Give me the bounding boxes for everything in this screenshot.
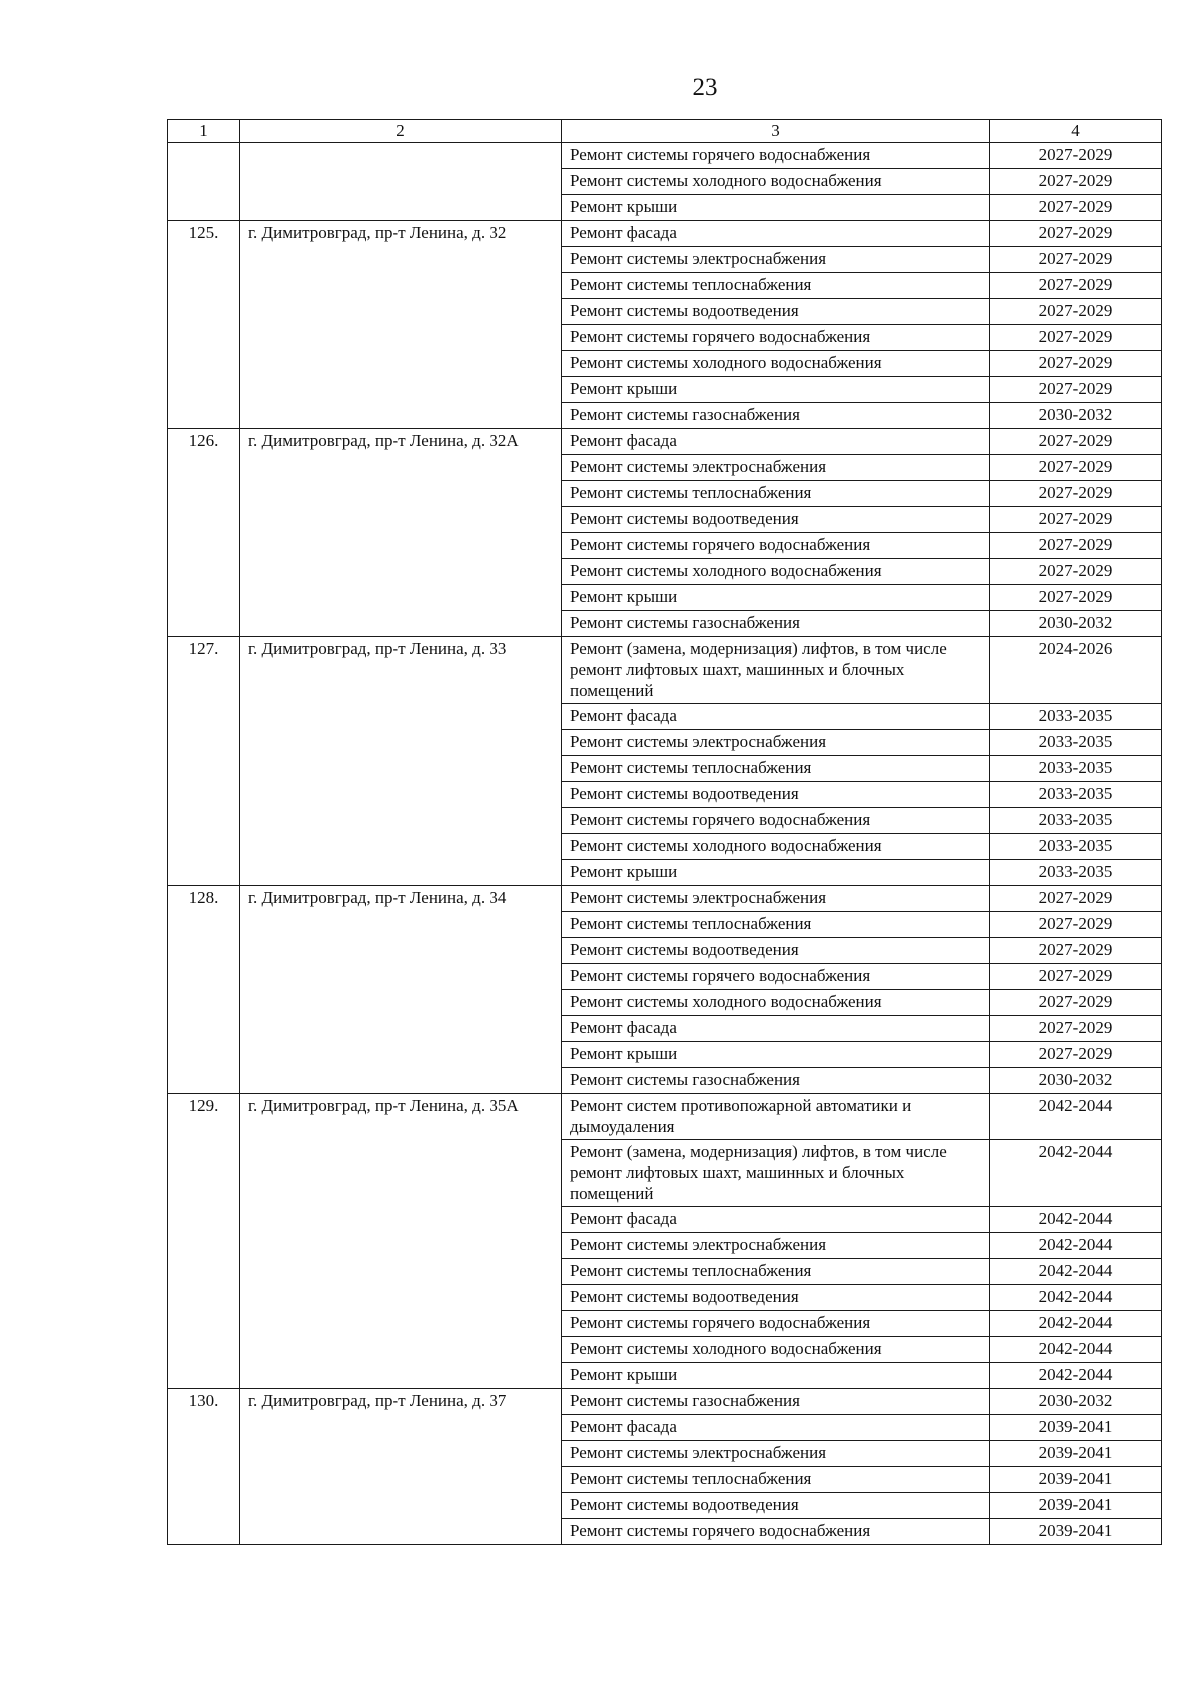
building-address: г. Димитровград, пр-т Ленина, д. 37 <box>240 1389 562 1545</box>
planned-years: 2027-2029 <box>990 169 1162 195</box>
planned-years: 2033-2035 <box>990 808 1162 834</box>
work-type: Ремонт системы горячего водоснабжения <box>562 325 990 351</box>
work-type: Ремонт (замена, модернизация) лифтов, в том числе ремонт лифтовых шахт, машинных и блочных помещений <box>562 1140 990 1207</box>
work-type: Ремонт системы газоснабжения <box>562 1389 990 1415</box>
planned-years: 2027-2029 <box>990 143 1162 169</box>
planned-years: 2042-2044 <box>990 1233 1162 1259</box>
table-row <box>168 637 1162 704</box>
planned-years: 2030-2032 <box>990 1068 1162 1094</box>
building-address <box>240 143 562 221</box>
planned-years: 2042-2044 <box>990 1259 1162 1285</box>
work-type: Ремонт системы холодного водоснабжения <box>562 990 990 1016</box>
planned-years: 2030-2032 <box>990 611 1162 637</box>
planned-years: 2027-2029 <box>990 247 1162 273</box>
work-type: Ремонт системы горячего водоснабжения <box>562 533 990 559</box>
work-type: Ремонт системы электроснабжения <box>562 730 990 756</box>
work-type: Ремонт крыши <box>562 195 990 221</box>
work-type: Ремонт крыши <box>562 860 990 886</box>
planned-years: 2042-2044 <box>990 1363 1162 1389</box>
work-type: Ремонт системы водоотведения <box>562 782 990 808</box>
work-type: Ремонт системы водоотведения <box>562 299 990 325</box>
header-cell-address: 2 <box>240 120 562 143</box>
planned-years: 2033-2035 <box>990 834 1162 860</box>
work-type: Ремонт системы теплоснабжения <box>562 481 990 507</box>
row-number: 128. <box>168 886 240 1094</box>
planned-years: 2027-2029 <box>990 429 1162 455</box>
planned-years: 2030-2032 <box>990 403 1162 429</box>
work-type: Ремонт фасада <box>562 1016 990 1042</box>
work-type: Ремонт системы электроснабжения <box>562 455 990 481</box>
planned-years: 2027-2029 <box>990 533 1162 559</box>
header-cell-number: 1 <box>168 120 240 143</box>
planned-years: 2024-2026 <box>990 637 1162 704</box>
planned-years: 2027-2029 <box>990 912 1162 938</box>
planned-years: 2033-2035 <box>990 782 1162 808</box>
planned-years: 2030-2032 <box>990 1389 1162 1415</box>
repair-schedule-table <box>167 119 1162 1545</box>
planned-years: 2027-2029 <box>990 1042 1162 1068</box>
work-type: Ремонт крыши <box>562 1363 990 1389</box>
work-type: Ремонт системы водоотведения <box>562 1285 990 1311</box>
row-number: 126. <box>168 429 240 637</box>
work-type: Ремонт крыши <box>562 377 990 403</box>
work-type: Ремонт системы горячего водоснабжения <box>562 1311 990 1337</box>
table-row <box>168 886 1162 912</box>
work-type: Ремонт системы водоотведения <box>562 507 990 533</box>
work-type: Ремонт системы горячего водоснабжения <box>562 808 990 834</box>
planned-years: 2033-2035 <box>990 860 1162 886</box>
planned-years: 2027-2029 <box>990 886 1162 912</box>
planned-years: 2039-2041 <box>990 1441 1162 1467</box>
row-number: 130. <box>168 1389 240 1545</box>
planned-years: 2027-2029 <box>990 481 1162 507</box>
work-type: Ремонт фасада <box>562 704 990 730</box>
work-type: Ремонт системы газоснабжения <box>562 403 990 429</box>
row-number: 129. <box>168 1094 240 1389</box>
planned-years: 2027-2029 <box>990 299 1162 325</box>
building-address: г. Димитровград, пр-т Ленина, д. 33 <box>240 637 562 886</box>
work-type: Ремонт системы горячего водоснабжения <box>562 143 990 169</box>
page-number: 23 <box>692 74 718 101</box>
work-type: Ремонт системы водоотведения <box>562 1493 990 1519</box>
work-type: Ремонт фасада <box>562 1207 990 1233</box>
table-row <box>168 143 1162 169</box>
row-number: 127. <box>168 637 240 886</box>
planned-years: 2039-2041 <box>990 1415 1162 1441</box>
work-type: Ремонт системы холодного водоснабжения <box>562 169 990 195</box>
planned-years: 2027-2029 <box>990 507 1162 533</box>
planned-years: 2033-2035 <box>990 730 1162 756</box>
planned-years: 2042-2044 <box>990 1285 1162 1311</box>
work-type: Ремонт систем противопожарной автоматики и дымоудаления <box>562 1094 990 1140</box>
planned-years: 2027-2029 <box>990 273 1162 299</box>
planned-years: 2027-2029 <box>990 195 1162 221</box>
planned-years: 2027-2029 <box>990 938 1162 964</box>
work-type: Ремонт системы теплоснабжения <box>562 1467 990 1493</box>
work-type: Ремонт системы холодного водоснабжения <box>562 559 990 585</box>
planned-years: 2027-2029 <box>990 455 1162 481</box>
planned-years: 2027-2029 <box>990 559 1162 585</box>
work-type: Ремонт фасада <box>562 221 990 247</box>
planned-years: 2027-2029 <box>990 325 1162 351</box>
work-type: Ремонт системы холодного водоснабжения <box>562 834 990 860</box>
work-type: Ремонт системы горячего водоснабжения <box>562 1519 990 1545</box>
planned-years: 2027-2029 <box>990 964 1162 990</box>
header-row <box>168 120 1162 143</box>
row-number: 125. <box>168 221 240 429</box>
work-type: Ремонт системы электроснабжения <box>562 1233 990 1259</box>
header-cell-work: 3 <box>562 120 990 143</box>
planned-years: 2027-2029 <box>990 585 1162 611</box>
work-type: Ремонт системы теплоснабжения <box>562 273 990 299</box>
planned-years: 2033-2035 <box>990 756 1162 782</box>
planned-years: 2039-2041 <box>990 1519 1162 1545</box>
planned-years: 2027-2029 <box>990 990 1162 1016</box>
planned-years: 2033-2035 <box>990 704 1162 730</box>
row-number <box>168 143 240 221</box>
work-type: Ремонт системы горячего водоснабжения <box>562 964 990 990</box>
planned-years: 2027-2029 <box>990 377 1162 403</box>
work-type: Ремонт крыши <box>562 1042 990 1068</box>
work-type: Ремонт системы холодного водоснабжения <box>562 351 990 377</box>
planned-years: 2027-2029 <box>990 221 1162 247</box>
planned-years: 2042-2044 <box>990 1140 1162 1207</box>
planned-years: 2042-2044 <box>990 1337 1162 1363</box>
building-address: г. Димитровград, пр-т Ленина, д. 35А <box>240 1094 562 1389</box>
planned-years: 2042-2044 <box>990 1094 1162 1140</box>
building-address: г. Димитровград, пр-т Ленина, д. 34 <box>240 886 562 1094</box>
table-row <box>168 1389 1162 1415</box>
header-cell-years: 4 <box>990 120 1162 143</box>
planned-years: 2042-2044 <box>990 1311 1162 1337</box>
planned-years: 2039-2041 <box>990 1493 1162 1519</box>
work-type: Ремонт фасада <box>562 1415 990 1441</box>
work-type: Ремонт системы теплоснабжения <box>562 756 990 782</box>
work-type: Ремонт системы теплоснабжения <box>562 912 990 938</box>
planned-years: 2042-2044 <box>990 1207 1162 1233</box>
table-body <box>168 120 1162 1545</box>
work-type: Ремонт системы электроснабжения <box>562 247 990 273</box>
planned-years: 2027-2029 <box>990 351 1162 377</box>
work-type: Ремонт фасада <box>562 429 990 455</box>
work-type: Ремонт системы электроснабжения <box>562 1441 990 1467</box>
table-row <box>168 221 1162 247</box>
work-type: Ремонт (замена, модернизация) лифтов, в том числе ремонт лифтовых шахт, машинных и блочных помещений <box>562 637 990 704</box>
work-type: Ремонт системы холодного водоснабжения <box>562 1337 990 1363</box>
planned-years: 2039-2041 <box>990 1467 1162 1493</box>
work-type: Ремонт системы электроснабжения <box>562 886 990 912</box>
table-row <box>168 1094 1162 1140</box>
building-address: г. Димитровград, пр-т Ленина, д. 32А <box>240 429 562 637</box>
planned-years: 2027-2029 <box>990 1016 1162 1042</box>
table-row <box>168 429 1162 455</box>
work-type: Ремонт системы газоснабжения <box>562 611 990 637</box>
work-type: Ремонт системы водоотведения <box>562 938 990 964</box>
building-address: г. Димитровград, пр-т Ленина, д. 32 <box>240 221 562 429</box>
work-type: Ремонт крыши <box>562 585 990 611</box>
work-type: Ремонт системы теплоснабжения <box>562 1259 990 1285</box>
work-type: Ремонт системы газоснабжения <box>562 1068 990 1094</box>
